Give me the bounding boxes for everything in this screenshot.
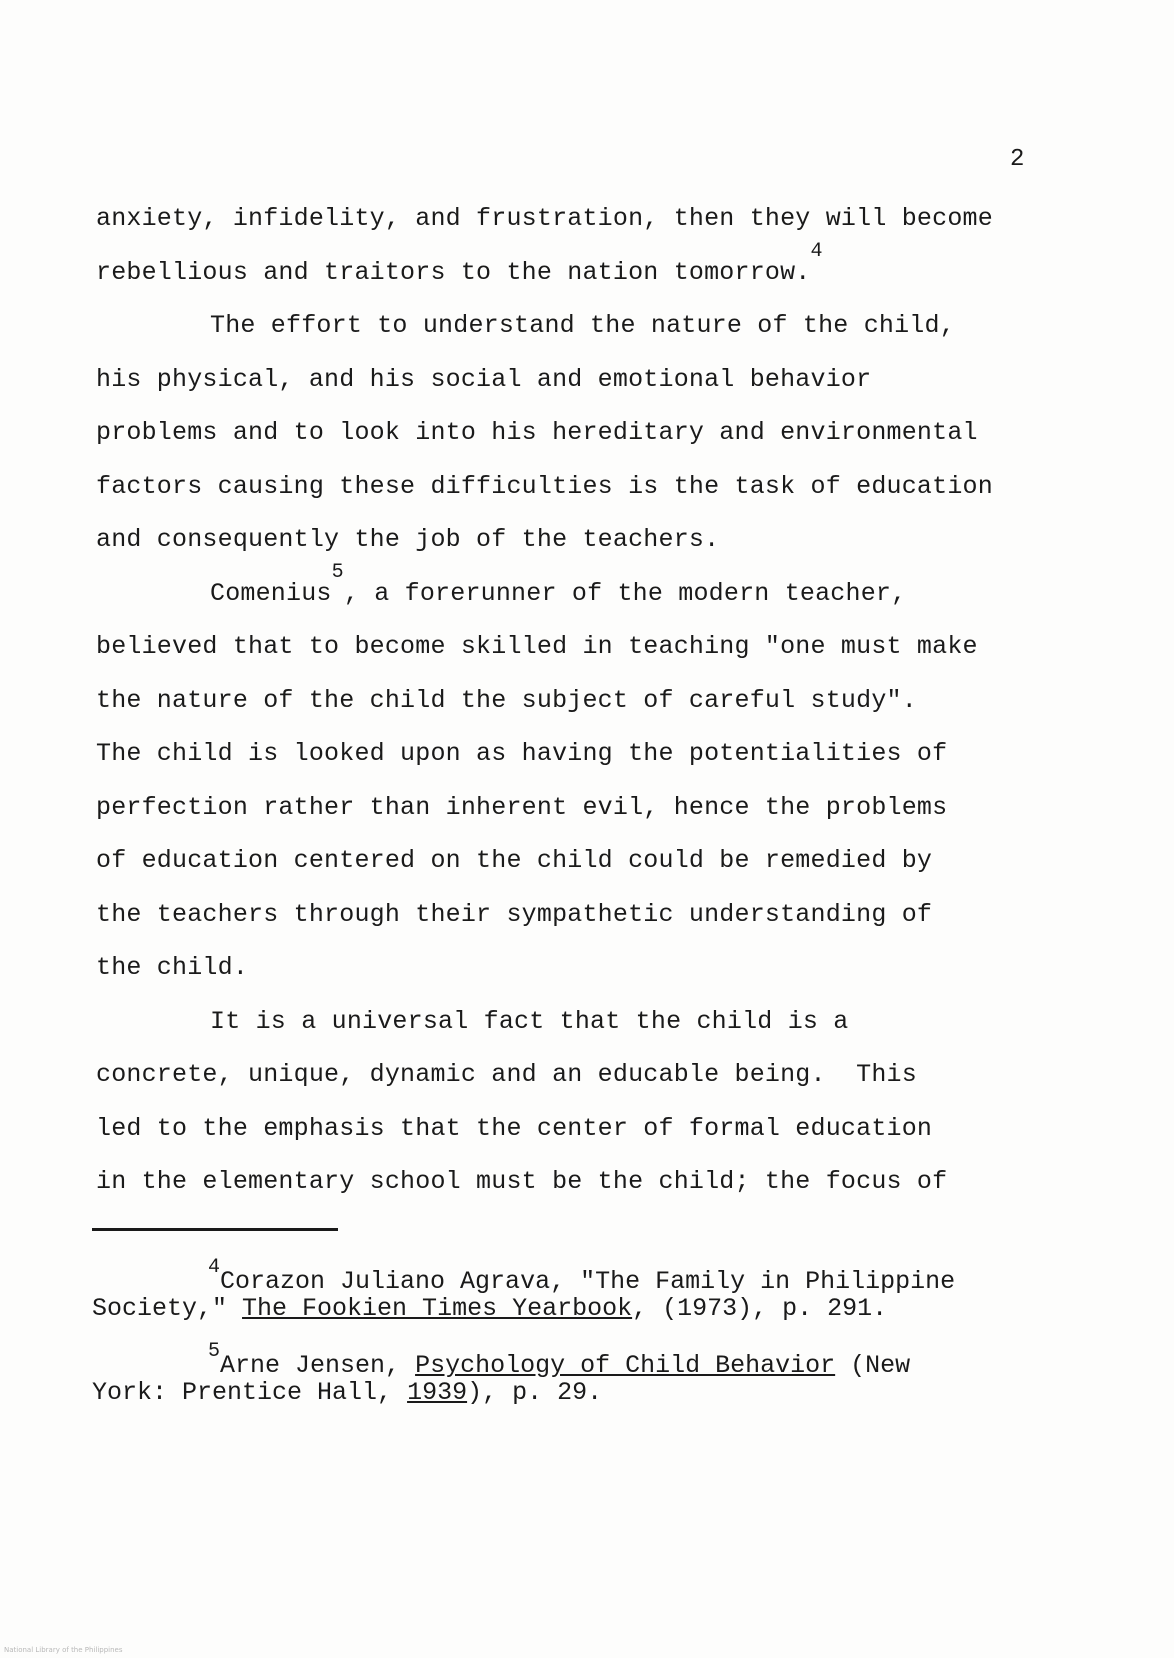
text-line: his physical, and his social and emotional behavior [96, 364, 872, 394]
page-number: 2 [1010, 146, 1025, 173]
text-line: the teachers through their sympathetic understanding of [96, 899, 933, 929]
text-line: anxiety, infidelity, and frustration, then they will become [96, 204, 993, 233]
text-line: factors causing these difficulties is the task of education [96, 471, 993, 501]
paragraph-start: Comenius$^5$, a forerunner of the modern teacher, [210, 560, 907, 608]
text-line: believed that to become skilled in teaching "one must make [96, 632, 978, 661]
text-line: concrete, unique, dynamic and an educable being. This [96, 1060, 917, 1089]
text-line: the nature of the child the subject of careful study". [96, 685, 917, 715]
body-text [96, 192, 1076, 1209]
text-line: The child is looked upon as having the potentialities of [96, 739, 948, 768]
paragraph-start: The effort to understand the nature of the child, [210, 311, 955, 340]
text-line: perfection rather than inherent evil, hence the problems [96, 792, 948, 822]
scan-footer: National Library of the Philippines [4, 1646, 123, 1654]
cited-title: Psychology of Child Behavior [415, 1351, 836, 1380]
footnote-ref-4: 4 [810, 239, 823, 263]
text-line: led to the emphasis that the center of formal education [96, 1113, 933, 1143]
footnote-divider [92, 1228, 338, 1231]
footnote-4: $^4$Corazon Juliano Agrava, "The Family in Philippine Society," The Fookien Times Yearbook, (1973), p. 291. [92, 1256, 956, 1323]
text-line: of education centered on the child could be remedied by [96, 846, 933, 875]
cited-year: 1939 [407, 1378, 468, 1407]
footnote-ref-5: 5 [331, 560, 344, 584]
text-line: rebellious and traitors to the nation tomorrow.$^4$ [96, 239, 823, 287]
text-line: problems and to look into his hereditary and environmental [96, 418, 978, 447]
text-line: and consequently the job of the teachers. [96, 525, 720, 554]
text-line: in the elementary school must be the child; the focus of [96, 1167, 948, 1196]
paragraph-start: It is a universal fact that the child is a [210, 1006, 849, 1036]
footnote-5: $^5$Arne Jensen, Psychology of Child Behavior (New York: Prentice Hall, 1939), p. 29. [92, 1340, 911, 1407]
footnotes [92, 1256, 1082, 1436]
footnote-marker: 5 [208, 1340, 221, 1363]
text-line: the child. [96, 953, 249, 982]
footnote-marker: 4 [208, 1256, 221, 1279]
cited-title: The Fookien Times Yearbook [242, 1294, 633, 1323]
